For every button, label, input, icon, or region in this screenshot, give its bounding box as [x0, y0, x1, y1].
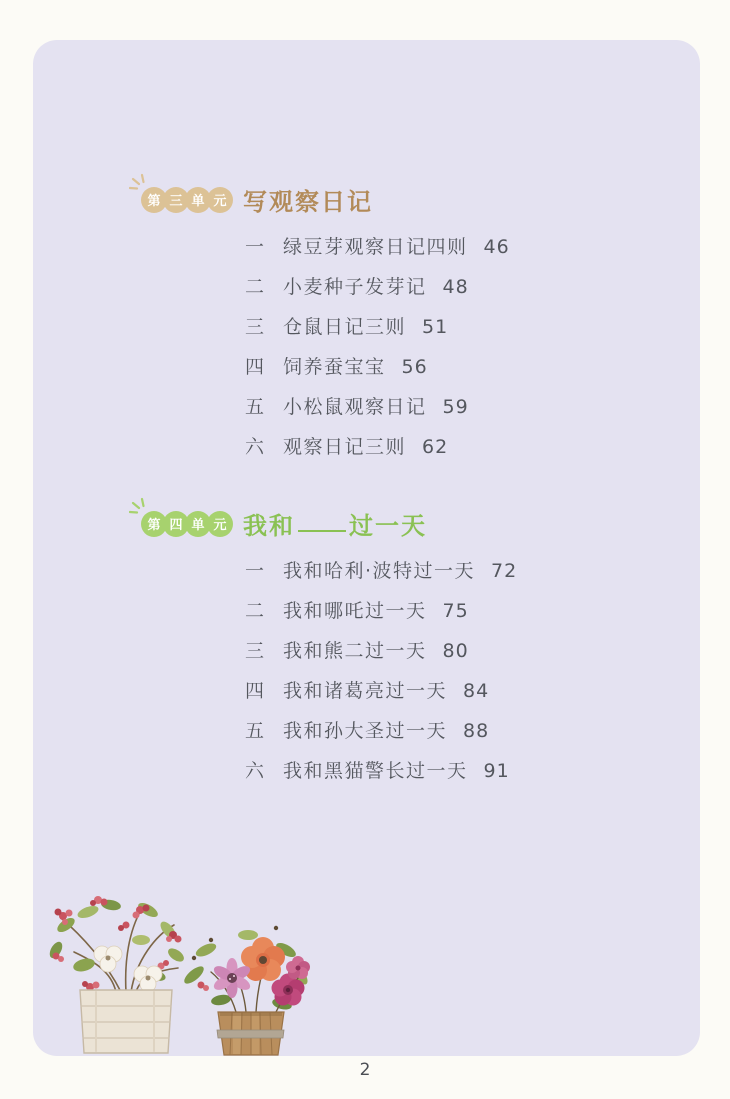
title-after-blank: 过一天: [349, 512, 427, 540]
item-number: 五: [245, 720, 266, 742]
item-page-number: 75: [442, 600, 469, 622]
item-title: 观察日记三则: [283, 436, 407, 458]
item-title: 小麦种子发芽记: [283, 276, 427, 298]
badge-char: 三: [169, 194, 183, 209]
item-title: 仓鼠日记三则: [283, 316, 407, 338]
badge-char: 第: [147, 194, 161, 209]
toc-row: [245, 596, 517, 620]
unit-3-title: 写观察日记: [243, 188, 373, 216]
flower-crate: [47, 896, 186, 1053]
page-number: 2: [359, 1060, 371, 1080]
item-page-number: 59: [442, 396, 469, 418]
fill-in-blank-line: [298, 530, 346, 532]
item-page-number: 46: [483, 236, 510, 258]
toc-row: [245, 676, 517, 700]
item-title: 饲养蚕宝宝: [283, 356, 386, 378]
item-number: 六: [245, 760, 266, 782]
toc-row: [245, 716, 517, 740]
item-number: 六: [245, 436, 266, 458]
item-title: 小松鼠观察日记: [283, 396, 427, 418]
toc-row: [245, 556, 517, 580]
toc-row: [245, 636, 517, 660]
item-number: 一: [245, 560, 266, 582]
unit-4-toc-list: [245, 556, 517, 796]
toc-row: [245, 272, 510, 296]
toc-row: [245, 756, 517, 780]
title-before-blank: 我和: [243, 512, 295, 540]
item-page-number: 88: [463, 720, 490, 742]
unit-3-header: [145, 182, 373, 217]
item-page-number: 72: [491, 560, 518, 582]
badge-char: 单: [191, 518, 205, 533]
badge-char: 第: [147, 518, 161, 533]
item-title: 我和诸葛亮过一天: [283, 680, 448, 702]
item-page-number: 62: [422, 436, 449, 458]
item-title: 我和哪吒过一天: [283, 600, 427, 622]
sparkle-icon: [129, 497, 149, 517]
item-number: 三: [245, 316, 266, 338]
flower-bucket: [182, 926, 311, 1055]
toc-row: [245, 432, 510, 456]
badge-circle: [207, 187, 233, 213]
item-title: 我和黑猫警长过一天: [283, 760, 468, 782]
badge-circle: [207, 511, 233, 537]
item-number: 二: [245, 600, 266, 622]
item-page-number: 56: [401, 356, 428, 378]
item-number: 二: [245, 276, 266, 298]
item-title: 我和熊二过一天: [283, 640, 427, 662]
item-title: 我和孙大圣过一天: [283, 720, 448, 742]
toc-row: [245, 352, 510, 376]
item-page-number: 48: [442, 276, 469, 298]
badge-char: 元: [213, 518, 227, 533]
toc-row: [245, 232, 510, 256]
unit-4-badge: [145, 511, 233, 537]
item-title: 绿豆芽观察日记四则: [283, 236, 468, 258]
badge-char: 四: [169, 518, 183, 533]
badge-char: 单: [191, 194, 205, 209]
item-title: 我和哈利·波特过一天: [283, 560, 476, 582]
unit-3-toc-list: [245, 232, 510, 472]
item-page-number: 80: [442, 640, 469, 662]
item-number: 三: [245, 640, 266, 662]
unit-3-badge: [145, 187, 233, 213]
item-number: 五: [245, 396, 266, 418]
item-number: 一: [245, 236, 266, 258]
toc-row: [245, 392, 510, 416]
toc-row: [245, 312, 510, 336]
item-number: 四: [245, 680, 266, 702]
flower-pots-illustration: [36, 880, 316, 1060]
item-page-number: 91: [483, 760, 510, 782]
badge-char: 元: [213, 194, 227, 209]
sparkle-icon: [129, 173, 149, 193]
item-page-number: 84: [463, 680, 490, 702]
item-page-number: 51: [422, 316, 449, 338]
item-number: 四: [245, 356, 266, 378]
unit-4-header: [145, 506, 427, 541]
unit-4-title: [243, 506, 427, 541]
